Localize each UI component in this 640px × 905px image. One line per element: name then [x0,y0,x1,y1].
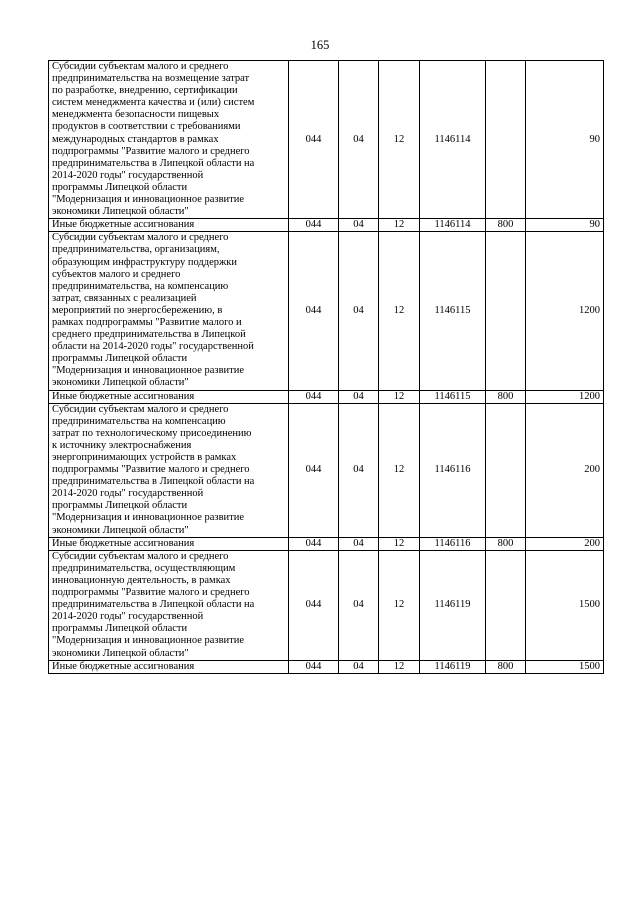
row-target-article-code: 1146116 [420,403,486,537]
table-row [49,660,604,673]
row-ved-code: 044 [289,219,339,232]
row-target-article-code: 1146119 [420,660,486,673]
row-ved-code: 044 [289,537,339,550]
row-subsection-code: 12 [379,390,420,403]
row-description: Иные бюджетные ассигнования [49,219,289,232]
row-amount: 200 [526,537,604,550]
table-row [49,232,604,390]
row-target-article-code: 1146115 [420,232,486,390]
row-target-article-code: 1146114 [420,219,486,232]
table-row [49,403,604,537]
row-subsection-code: 12 [379,403,420,537]
row-amount: 90 [526,61,604,219]
row-description: Субсидии субъектам малого и среднего предпринимательства, организациям, образующим инфраструктуру поддержки субъектов малого и среднего предпринимательства, на компенсацию затрат, связанных с реализацией мероприятий по энергосбережению, в рамках подпрограммы "Развитие малого и среднего предпринимательства в Липецкой области на 2014-2020 годы" государственной программы Липецкой области "Модернизация и инновационное развитие экономики Липецкой области" [49,232,289,390]
row-expense-type-code [486,550,526,660]
row-section-code: 04 [339,660,379,673]
row-subsection-code: 12 [379,537,420,550]
row-ved-code: 044 [289,390,339,403]
row-subsection-code: 12 [379,660,420,673]
row-target-article-code: 1146115 [420,390,486,403]
row-target-article-code: 1146116 [420,537,486,550]
row-subsection-code: 12 [379,61,420,219]
row-target-article-code: 1146114 [420,61,486,219]
row-section-code: 04 [339,390,379,403]
row-expense-type-code [486,61,526,219]
budget-table [48,60,604,674]
row-amount: 90 [526,219,604,232]
row-section-code: 04 [339,537,379,550]
table-row [49,550,604,660]
row-description: Иные бюджетные ассигнования [49,537,289,550]
row-amount: 1500 [526,660,604,673]
row-subsection-code: 12 [379,232,420,390]
row-expense-type-code: 800 [486,390,526,403]
row-expense-type-code: 800 [486,660,526,673]
row-description: Субсидии субъектам малого и среднего предпринимательства на компенсацию затрат по технологическому присоединению к источнику электроснабжения энергопринимающих устройств в рамках подпрограммы "Развитие малого и среднего предпринимательства в Липецкой области на 2014-2020 годы" государственной программы Липецкой области "Модернизация и инновационное развитие экономики Липецкой области" [49,403,289,537]
row-section-code: 04 [339,403,379,537]
row-description: Иные бюджетные ассигнования [49,660,289,673]
row-subsection-code: 12 [379,219,420,232]
row-description: Субсидии субъектам малого и среднего предпринимательства, осуществляющим инновационную деятельность, в рамках подпрограммы "Развитие малого и среднего предпринимательства в Липецкой области на 2014-2020 годы" государственной программы Липецкой области "Модернизация и инновационное развитие экономики Липецкой области" [49,550,289,660]
table-row [49,537,604,550]
row-amount: 1200 [526,232,604,390]
row-ved-code: 044 [289,660,339,673]
row-amount: 1200 [526,390,604,403]
row-ved-code: 044 [289,403,339,537]
row-expense-type-code: 800 [486,537,526,550]
row-ved-code: 044 [289,232,339,390]
table-row [49,219,604,232]
row-section-code: 04 [339,550,379,660]
row-target-article-code: 1146119 [420,550,486,660]
row-section-code: 04 [339,61,379,219]
row-section-code: 04 [339,232,379,390]
row-subsection-code: 12 [379,550,420,660]
row-description: Иные бюджетные ассигнования [49,390,289,403]
row-amount: 1500 [526,550,604,660]
table-row [49,61,604,219]
page-number: 165 [310,38,330,52]
row-expense-type-code [486,232,526,390]
row-description: Субсидии субъектам малого и среднего предпринимательства на возмещение затрат по разработке, внедрению, сертификации систем менеджмента качества и (или) систем менеджмента безопасности пищевых продуктов в соответствии с требованиями международных стандартов в рамках подпрограммы "Развитие малого и среднего предпринимательства в Липецкой области на 2014-2020 годы" государственной программы Липецкой области "Модернизация и инновационное развитие экономики Липецкой области" [49,61,289,219]
table-row [49,390,604,403]
row-amount: 200 [526,403,604,537]
row-section-code: 04 [339,219,379,232]
row-expense-type-code [486,403,526,537]
row-ved-code: 044 [289,61,339,219]
row-ved-code: 044 [289,550,339,660]
row-expense-type-code: 800 [486,219,526,232]
